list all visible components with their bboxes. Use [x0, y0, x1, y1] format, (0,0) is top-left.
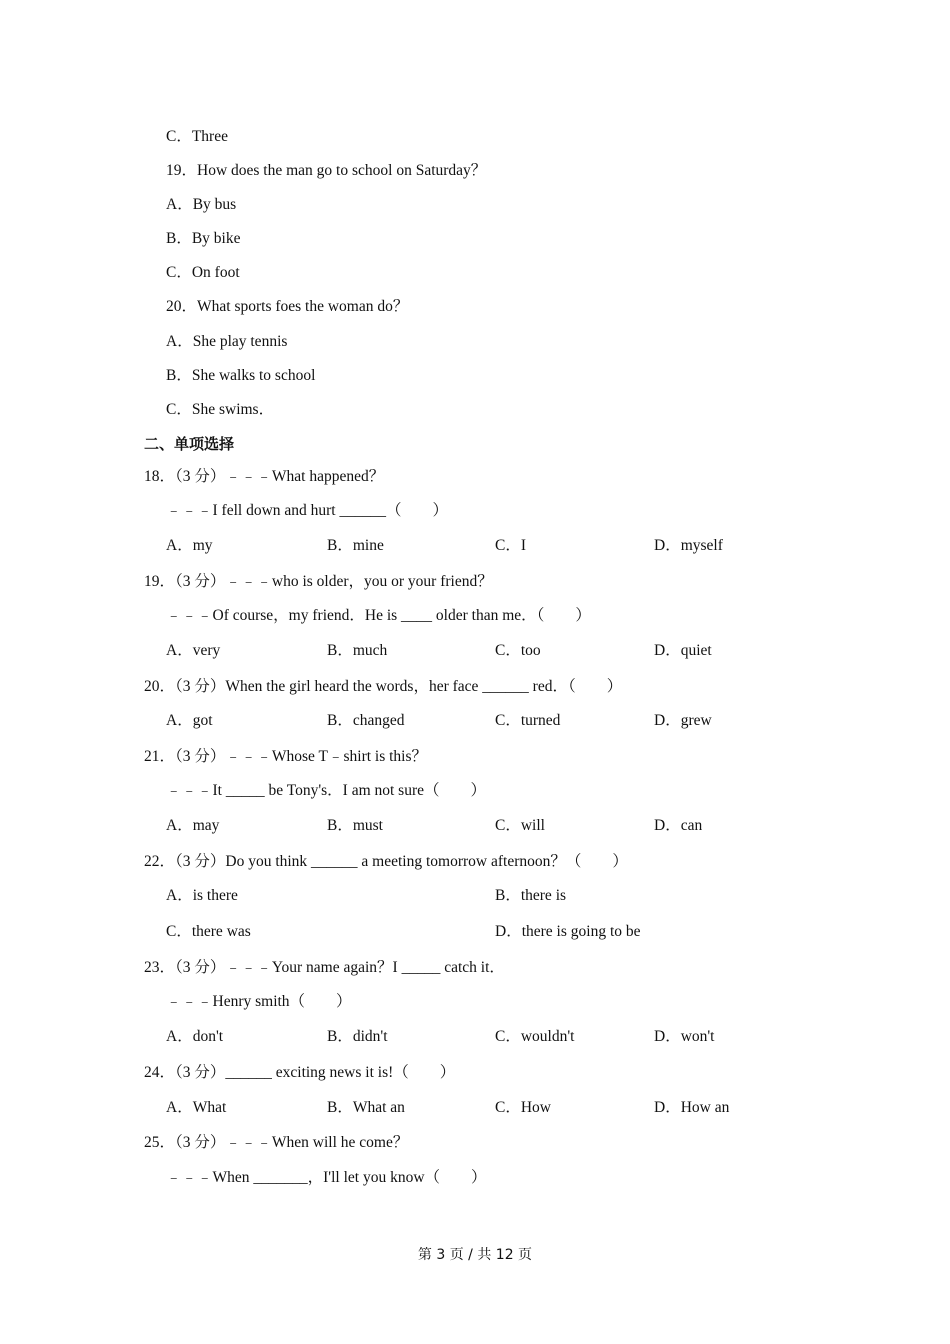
q18-option-a: A．my: [166, 537, 213, 554]
q21-option-c: C．will: [495, 817, 545, 834]
q21-option-a: A．may: [166, 817, 220, 834]
question-24: 24．（3 分）______ exciting news it is!（ ）: [144, 1064, 456, 1081]
q23-option-d: D．won't: [654, 1028, 715, 1045]
question-23: 23．（3 分）﹣﹣﹣Your name again？I _____ catch it．: [144, 959, 505, 976]
question-25-dialogue: ﹣﹣﹣When _______，I'll let you know（ ）: [166, 1169, 487, 1186]
option-a-she-play-tennis: A．She play tennis: [166, 333, 288, 350]
q24-option-a: A．What: [166, 1099, 227, 1116]
page-footer: 第 3 页 / 共 12 页: [417, 1247, 533, 1263]
option-c-she-swims: C．She swims．: [166, 401, 275, 418]
q22-option-b: B．there is: [495, 887, 567, 904]
q20-option-c: C．turned: [495, 712, 561, 729]
q21-option-d: D．can: [654, 817, 703, 834]
option-c-three: C．Three: [166, 128, 228, 145]
section-title: 二、单项选择: [144, 435, 235, 453]
q24-option-d: D．How an: [654, 1099, 730, 1116]
question-18-dialogue: ﹣﹣﹣I fell down and hurt ______（ ）: [166, 502, 448, 519]
question-20-listening: 20．What sports foes the woman do？: [166, 298, 409, 315]
q18-option-d: D．myself: [654, 537, 723, 554]
q22-option-a: A．is there: [166, 887, 238, 904]
q19-option-d: D．quiet: [654, 642, 712, 659]
option-c-on-foot: C．On foot: [166, 264, 240, 281]
q20-option-d: D．grew: [654, 712, 712, 729]
q19-option-a: A．very: [166, 642, 221, 659]
question-18: 18．（3 分）﹣﹣﹣What happened？: [144, 468, 385, 485]
q24-option-c: C．How: [495, 1099, 551, 1116]
q18-option-c: C．I: [495, 537, 527, 554]
q23-option-a: A．don't: [166, 1028, 224, 1045]
option-b-by-bike: B．By bike: [166, 230, 241, 247]
q19-option-c: C．too: [495, 642, 541, 659]
question-19-dialogue: ﹣﹣﹣Of course，my friend．He is ____ older than me．（ ）: [166, 607, 591, 624]
question-22: 22．（3 分）Do you think ______ a meeting tomorrow afternoon？（ ）: [144, 853, 628, 870]
question-19-listening: 19．How does the man go to school on Saturday？: [166, 162, 487, 179]
q19-option-b: B．much: [327, 642, 388, 659]
question-20: 20．（3 分）When the girl heard the words，her face ______ red．（ ）: [144, 678, 623, 695]
q23-option-b: B．didn't: [327, 1028, 388, 1045]
q23-option-c: C．wouldn't: [495, 1028, 575, 1045]
q22-option-d: D．there is going to be: [495, 923, 641, 940]
q22-option-c: C．there was: [166, 923, 251, 940]
option-a-by-bus: A．By bus: [166, 196, 237, 213]
q21-option-b: B．must: [327, 817, 383, 834]
q24-option-b: B．What an: [327, 1099, 405, 1116]
q18-option-b: B．mine: [327, 537, 384, 554]
question-21: 21．（3 分）﹣﹣﹣Whose T﹣shirt is this？: [144, 748, 428, 765]
q20-option-b: B．changed: [327, 712, 405, 729]
question-23-dialogue: ﹣﹣﹣Henry smith（ ）: [166, 993, 352, 1010]
question-21-dialogue: ﹣﹣﹣It _____ be Tony's．I am not sure（ ）: [166, 782, 487, 799]
option-b-she-walks: B．She walks to school: [166, 367, 316, 384]
question-25: 25．（3 分）﹣﹣﹣When will he come？: [144, 1134, 409, 1151]
q20-option-a: A．got: [166, 712, 213, 729]
question-19: 19．（3 分）﹣﹣﹣who is older，you or your friend？: [144, 573, 493, 590]
